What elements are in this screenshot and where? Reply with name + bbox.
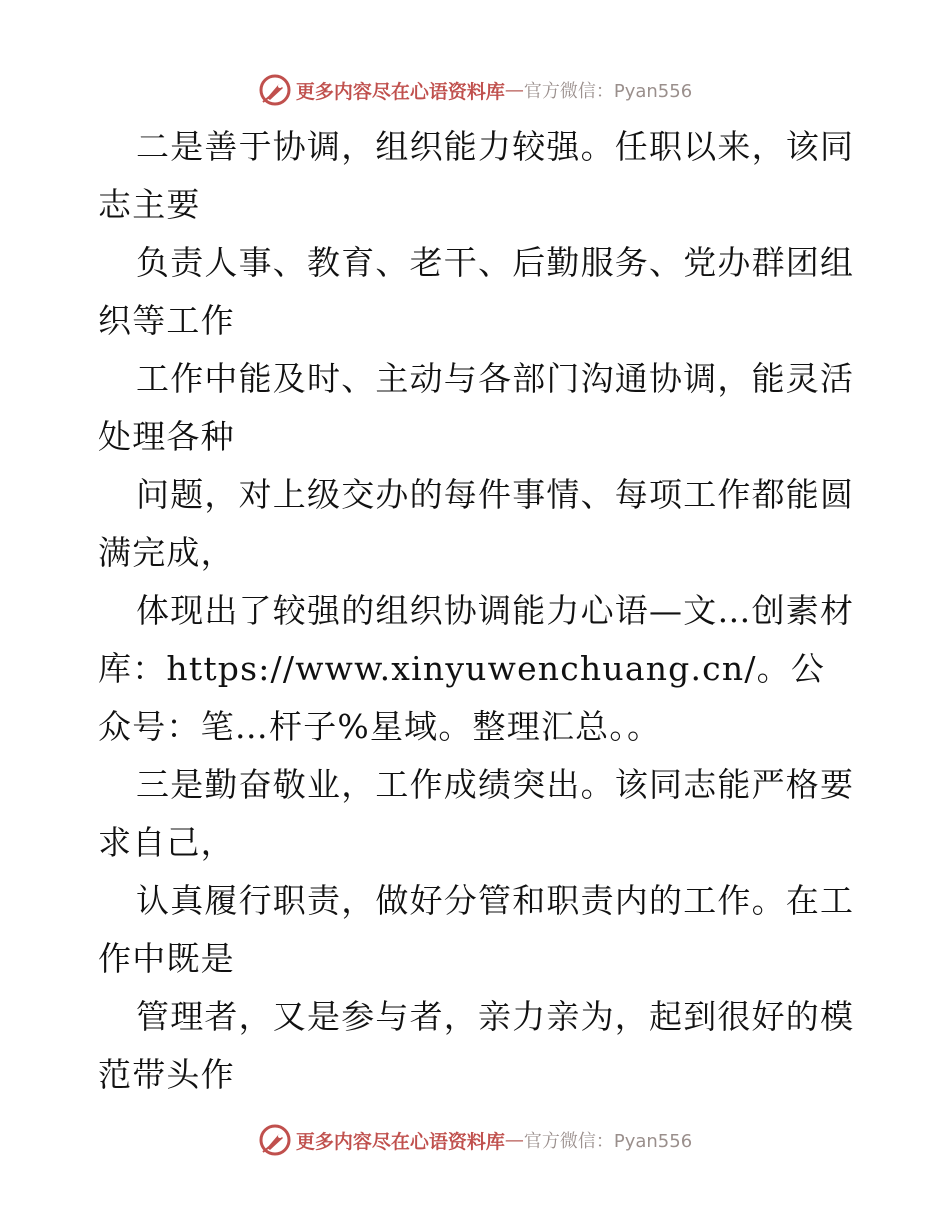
paragraph: 问题，对上级交办的每件事情、每项工作都能圆满完成， — [98, 475, 855, 572]
paragraph: 负责人事、教育、老干、后勤服务、党办群团组织等工作 — [98, 243, 855, 340]
paragraph: 三是勤奋敬业，工作成绩突出。该同志能严格要求自己， — [98, 765, 855, 862]
paragraph: 管理者，又是参与者，亲力亲为，起到很好的模范带头作 — [98, 997, 855, 1094]
watermark-main-text: 更多内容尽在心语资料库 — [295, 80, 505, 103]
header-watermark — [0, 70, 950, 110]
pen-nib-logo-icon — [258, 1123, 292, 1157]
paragraph: 二是善于协调，组织能力较强。任职以来，该同志主要 — [98, 127, 855, 224]
watermark-wechat-text: 官方微信：Pyan556 — [523, 81, 693, 102]
footer-watermark — [0, 1120, 950, 1160]
paragraph: 体现出了较强的组织协调能力心语—文…创素材库：https://www.xinyuwenchuang.cn/。公众号：笔…杆子%星域。整理汇总。。 — [98, 591, 855, 746]
watermark-separator: — — [504, 79, 524, 101]
watermark-wechat-text: 官方微信：Pyan556 — [523, 1131, 693, 1152]
document-body — [98, 118, 858, 1104]
pen-nib-logo-icon — [258, 73, 292, 107]
watermark-main-text: 更多内容尽在心语资料库 — [295, 1130, 505, 1153]
paragraph: 认真履行职责，做好分管和职责内的工作。在工作中既是 — [98, 881, 855, 978]
watermark-separator: — — [504, 1129, 524, 1151]
paragraph: 工作中能及时、主动与各部门沟通协调，能灵活处理各种 — [98, 359, 855, 456]
